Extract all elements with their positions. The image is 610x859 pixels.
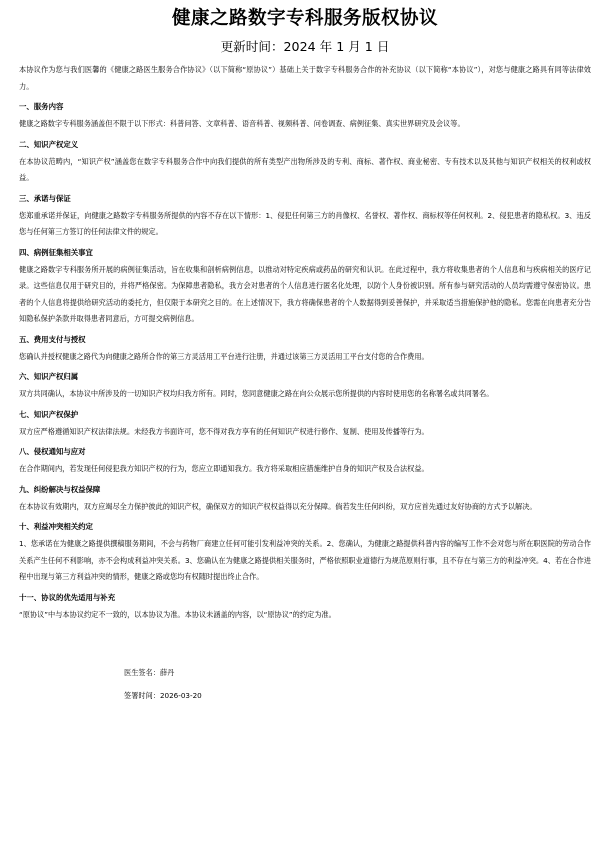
section-heading: 六、知识产权归属 xyxy=(19,372,79,381)
section-paragraph: 双方应严格遵循知识产权法律法规。未经我方书面许可，您不得对我方享有的任何知识产权进行修作、复制、使用及传播等行为。 xyxy=(19,426,429,436)
section-paragraph: 双方共同确认，本协议中所涉及的一切知识产权均归我方所有。同时，您同意健康之路在向公众展示您所提供的内容时使用您的名称署名或共同署名。 xyxy=(19,389,494,398)
update-time: 更新时间：2024 年 1 月 1 日 xyxy=(220,39,390,54)
signature-block xyxy=(124,667,591,702)
section-heading: 八、侵权通知与应对 xyxy=(19,447,86,456)
section-heading: 三、承诺与保证 xyxy=(19,193,71,203)
sign-time: 签署时间：2026-03-20 xyxy=(124,691,202,700)
document-title: 健康之路数字专科服务版权协议 xyxy=(171,8,438,29)
section-paragraph: 健康之路数字专科服务所开展的病例征集活动，旨在收集和剖析病例信息，以推动对特定疾病或药品的研究和认识。在此过程中，我方将收集患者的个人信息和与疾病相关的医疗记录。这些信息仅用于研究目的，并将严格保密。为保障患者隐私，我方会对患者的个人信息进行匿名化处理，以防个人身份被识别。所有参与研究活动的人员均需遵守保密协议。患者的个人信息将提供给研究活动的委托方，但仅限于本研究之目的。在上述情况下，我方将确保患者的个人数据得到妥善保护，并采取适当措施保护他的隐私。您需在向患者充分告知隐私保护条款并取得患者同意后，方可提交病例信息。 xyxy=(19,264,591,323)
sections-container xyxy=(19,101,591,623)
section-heading: 九、纠纷解决与权益保障 xyxy=(19,484,101,494)
section-paragraph: 在本协议有效期内，双方应竭尽全力保护彼此的知识产权，确保双方的知识产权权益得以充分保障。倘若发生任何纠纷，双方应首先通过友好协商的方式予以解决。 xyxy=(19,501,537,511)
section-heading: 五、费用支付与授权 xyxy=(19,334,86,344)
intro-paragraph: 本协议作为您与我们医馨的《健康之路医生服务合作协议》（以下简称“原协议”）基础上关于数字专科服务合作的补充协议（以下简称“本协议”），对您与健康之路具有同等法律效力。 xyxy=(19,65,591,91)
section-heading: 十一、协议的优先适用与补充 xyxy=(19,592,116,602)
section-heading: 七、知识产权保护 xyxy=(19,409,79,419)
section-paragraph: “原协议”中与本协议约定不一致的，以本协议为准。本协议未涵盖的内容，以“原协议”的约定为准。 xyxy=(19,609,336,619)
section-paragraph: 在本协议范畴内，“知识产权”涵盖您在数字专科服务合作中向我们提供的所有类型产出物所涉及的专利、商标、著作权、商业秘密、专有技术以及其他与知识产权相关的权利或权益。 xyxy=(19,156,591,182)
section-paragraph: 健康之路数字专科服务涵盖但不限于以下形式：科普问答、文章科普、语音科普、视频科普、问卷调查、病例征集、真实世界研究及会议等。 xyxy=(19,119,465,128)
section-heading: 二、知识产权定义 xyxy=(19,139,79,149)
section-heading: 十、利益冲突相关约定 xyxy=(19,522,93,531)
section-paragraph: 1、您承诺在为健康之路提供撰稿服务期间，不会与药物厂商建立任何可能引发利益冲突的关系。2、您确认，为健康之路提供科普内容的编写工作不会对您与所在职医院的劳动合作关系产生任何不利影响，亦不会构成利益冲突关系。3、您确认在为健康之路提供相关服务时，严格依照职业道德行为规范原则行事，且不存在与第三方的利益冲突。4、若在合作进程中出现与第三方利益冲突的情形，健康之路或您均有权随时提出终止合作。 xyxy=(19,539,591,581)
section-heading: 一、服务内容 xyxy=(19,102,64,111)
section-paragraph: 在合作期间内，若发现任何侵犯我方知识产权的行为，您应立即通知我方。我方将采取相应措施维护自身的知识产权及合法权益。 xyxy=(19,464,429,473)
signer-name: 医生签名：薛丹 xyxy=(124,668,175,677)
section-paragraph: 您郑重承诺并保证，向健康之路数字专科服务所提供的内容不存在以下情形：1、侵犯任何第三方的肖像权、名誉权、著作权、商标权等任何权利。2、侵犯患者的隐私权。3、违反您与任何第三方签订的任何法律文件的规定。 xyxy=(19,210,591,236)
section-paragraph: 您确认并授权健康之路代为向健康之路所合作的第三方灵活用工平台进行注册，并通过该第三方灵活用工平台支付您的合作费用。 xyxy=(19,351,429,361)
section-heading: 四、病例征集相关事宜 xyxy=(19,247,93,257)
